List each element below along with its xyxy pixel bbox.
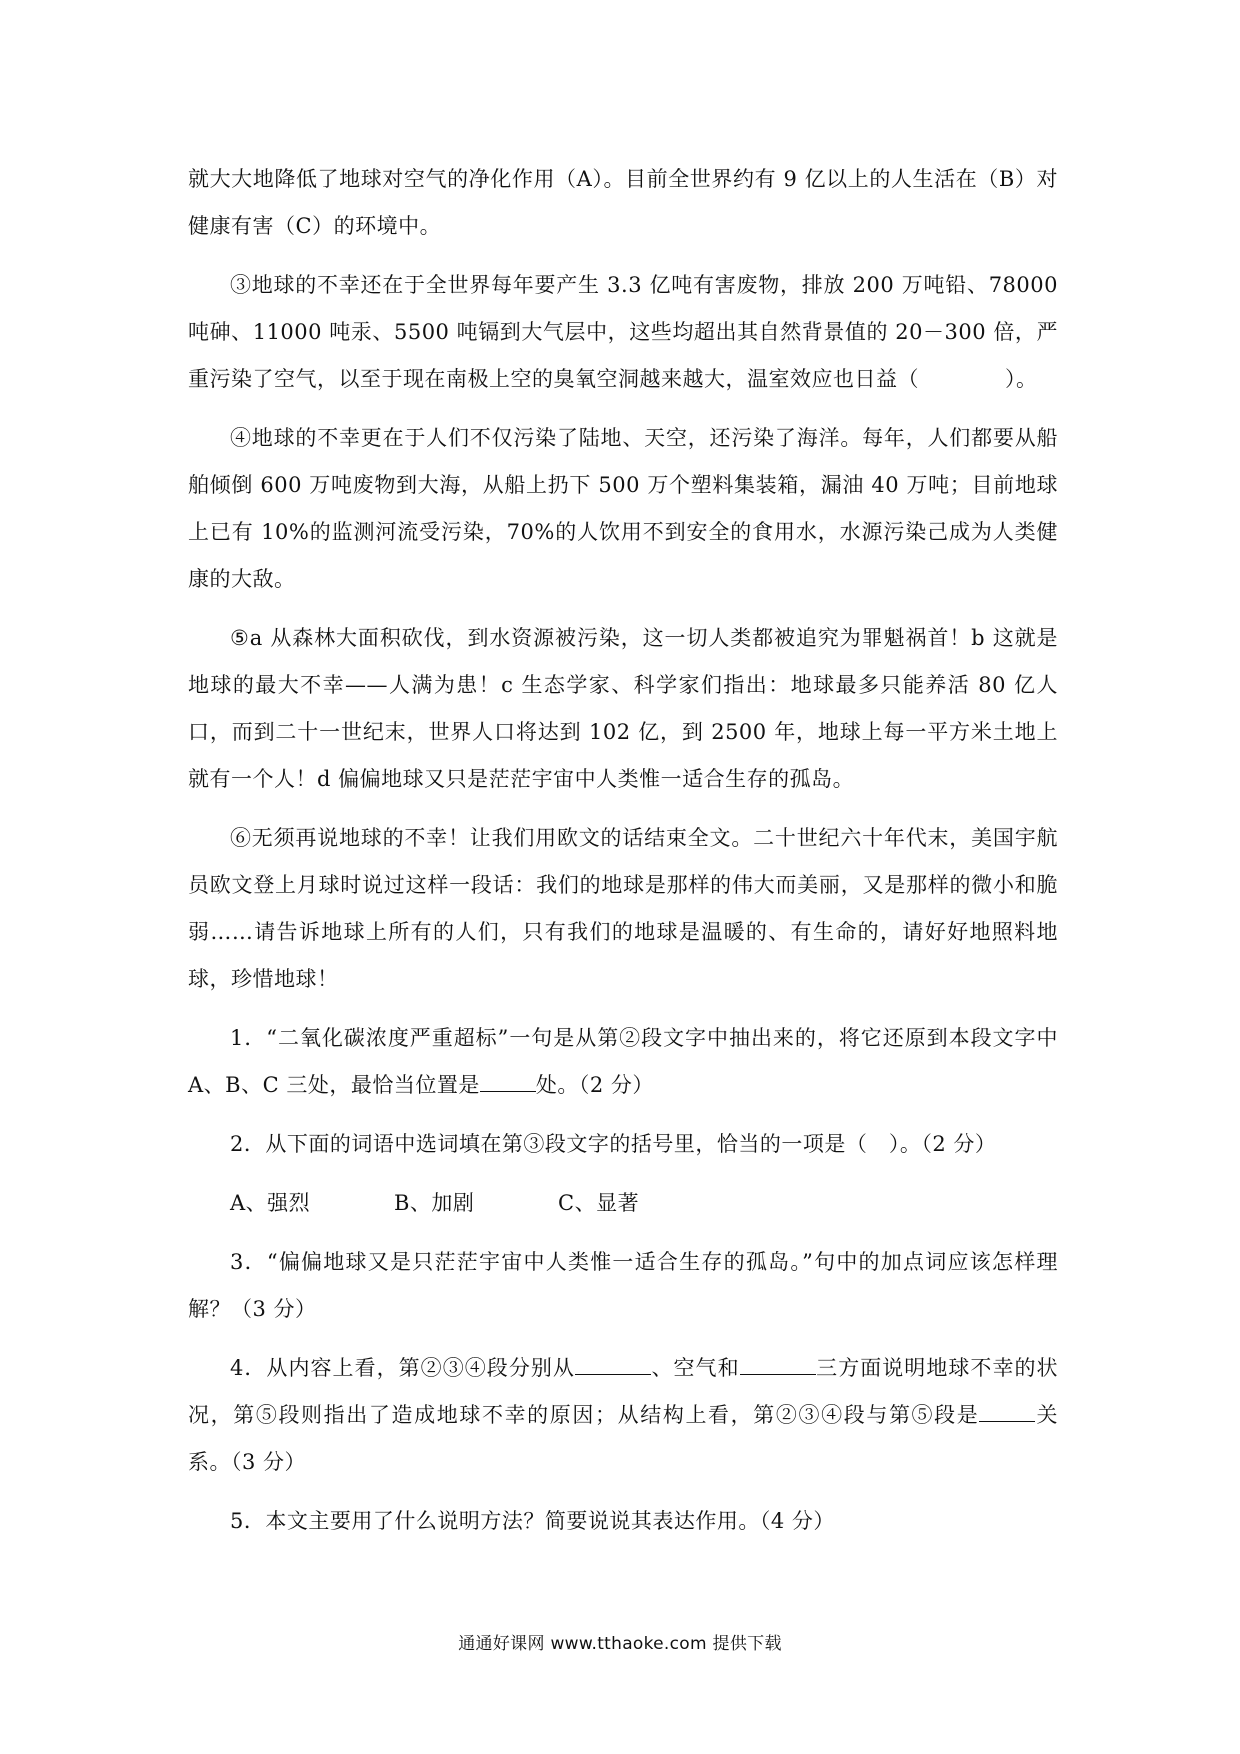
question-4-text-c: 三方面说明地球不幸的状况，第⑤段则指出了造成地球不幸的原因；从结构上看，第②③④段与第⑤段是: [188, 1356, 1059, 1427]
question-1-answer-blank[interactable]: [480, 1071, 536, 1092]
question-4-blank-1[interactable]: [575, 1354, 651, 1375]
question-1: [188, 1015, 1058, 1109]
paragraph-3: [188, 262, 1058, 403]
question-1-text: 1．“二氧化碳浓度严重超标”一句是从第②段文字中抽出来的，将它还原到本段文字中 A、B、C 三处，最恰当位置是: [188, 1026, 1058, 1097]
question-5: 5．本文主要用了什么说明方法？简要说说其表达作用。（4 分）: [230, 1509, 835, 1533]
paragraph-6: ⑥无须再说地球的不幸！让我们用欧文的话结束全文。二十世纪六十年代末，美国宇航员欧文登上月球时说过这样一段话：我们的地球是那样的伟大而美丽，又是那样的微小和脆弱……请告诉地球上所有的人们，只有我们的地球是温暖的、有生命的，请好好地照料地球，珍惜地球！: [188, 826, 1058, 991]
document-body: [188, 156, 1058, 1557]
question-2-options: [188, 1180, 1058, 1227]
question-4-text-a: 4．从内容上看，第②③④段分别从: [230, 1356, 575, 1380]
question-4-text-d: 关系。（3 分）: [188, 1403, 1059, 1474]
question-4: [188, 1345, 1058, 1486]
paragraph-4: ④地球的不幸更在于人们不仅污染了陆地、天空，还污染了海洋。每年，人们都要从船舶倾倒 600 万吨废物到大海，从船上扔下 500 万个塑料集装箱，漏油 40 万吨；目前地球上已有 10%的监测河流受污染，70%的人饮用不到安全的食用水，水源污染己成为人类健康的大敌。: [188, 426, 1058, 591]
question-1-tail: 处。（2 分）: [535, 1073, 654, 1097]
option-b[interactable]: B、加剧: [394, 1191, 475, 1215]
question-2: 2．从下面的词语中选词填在第③段文字的括号里，恰当的一项是（ ）。（2 分）: [230, 1132, 997, 1156]
paragraph-5: ⑤a 从森林大面积砍伐，到水资源被污染，这一切人类都被追究为罪魁祸首！b 这就是地球的最大不幸——人满为患！c 生态学家、科学家们指出：地球最多只能养活 80 亿人口，而到二十一世纪末，世界人口将达到 102 亿，到 2500 年，地球上每一平方米土地上就有一个人！d 偏偏地球又只是茫茫宇宙中人类惟一适合生存的孤岛。: [188, 626, 1058, 791]
option-a[interactable]: A、强烈: [230, 1191, 311, 1215]
question-4-blank-2[interactable]: [740, 1354, 816, 1375]
question-4-text-b: 、空气和: [650, 1356, 740, 1380]
option-c[interactable]: C、显著: [558, 1191, 640, 1215]
question-4-blank-3[interactable]: [979, 1401, 1035, 1422]
question-3: 3．“偏偏地球又是只茫茫宇宙中人类惟一适合生存的孤岛。”句中的加点词应该怎样理解？（3 分）: [188, 1250, 1058, 1321]
paragraph-3-text: ③地球的不幸还在于全世界每年要产生 3.3 亿吨有害废物，排放 200 万吨铅、78000 吨砷、11000 吨汞、5500 吨镉到大气层中，这些均超出其自然背景值的 20－300 倍，严重污染了空气，以至于现在南极上空的臭氧空洞越来越大，温室效应也日益（: [188, 273, 1058, 391]
page-footer: 通通好课网 www.tthaoke.com 提供下载: [458, 1634, 782, 1654]
paragraph-3-end: ）。: [1005, 367, 1038, 391]
paragraph-2-continuation: 就大大地降低了地球对空气的净化作用（A）。目前全世界约有 9 亿以上的人生活在（B）对健康有害（C）的环境中。: [188, 167, 1058, 238]
